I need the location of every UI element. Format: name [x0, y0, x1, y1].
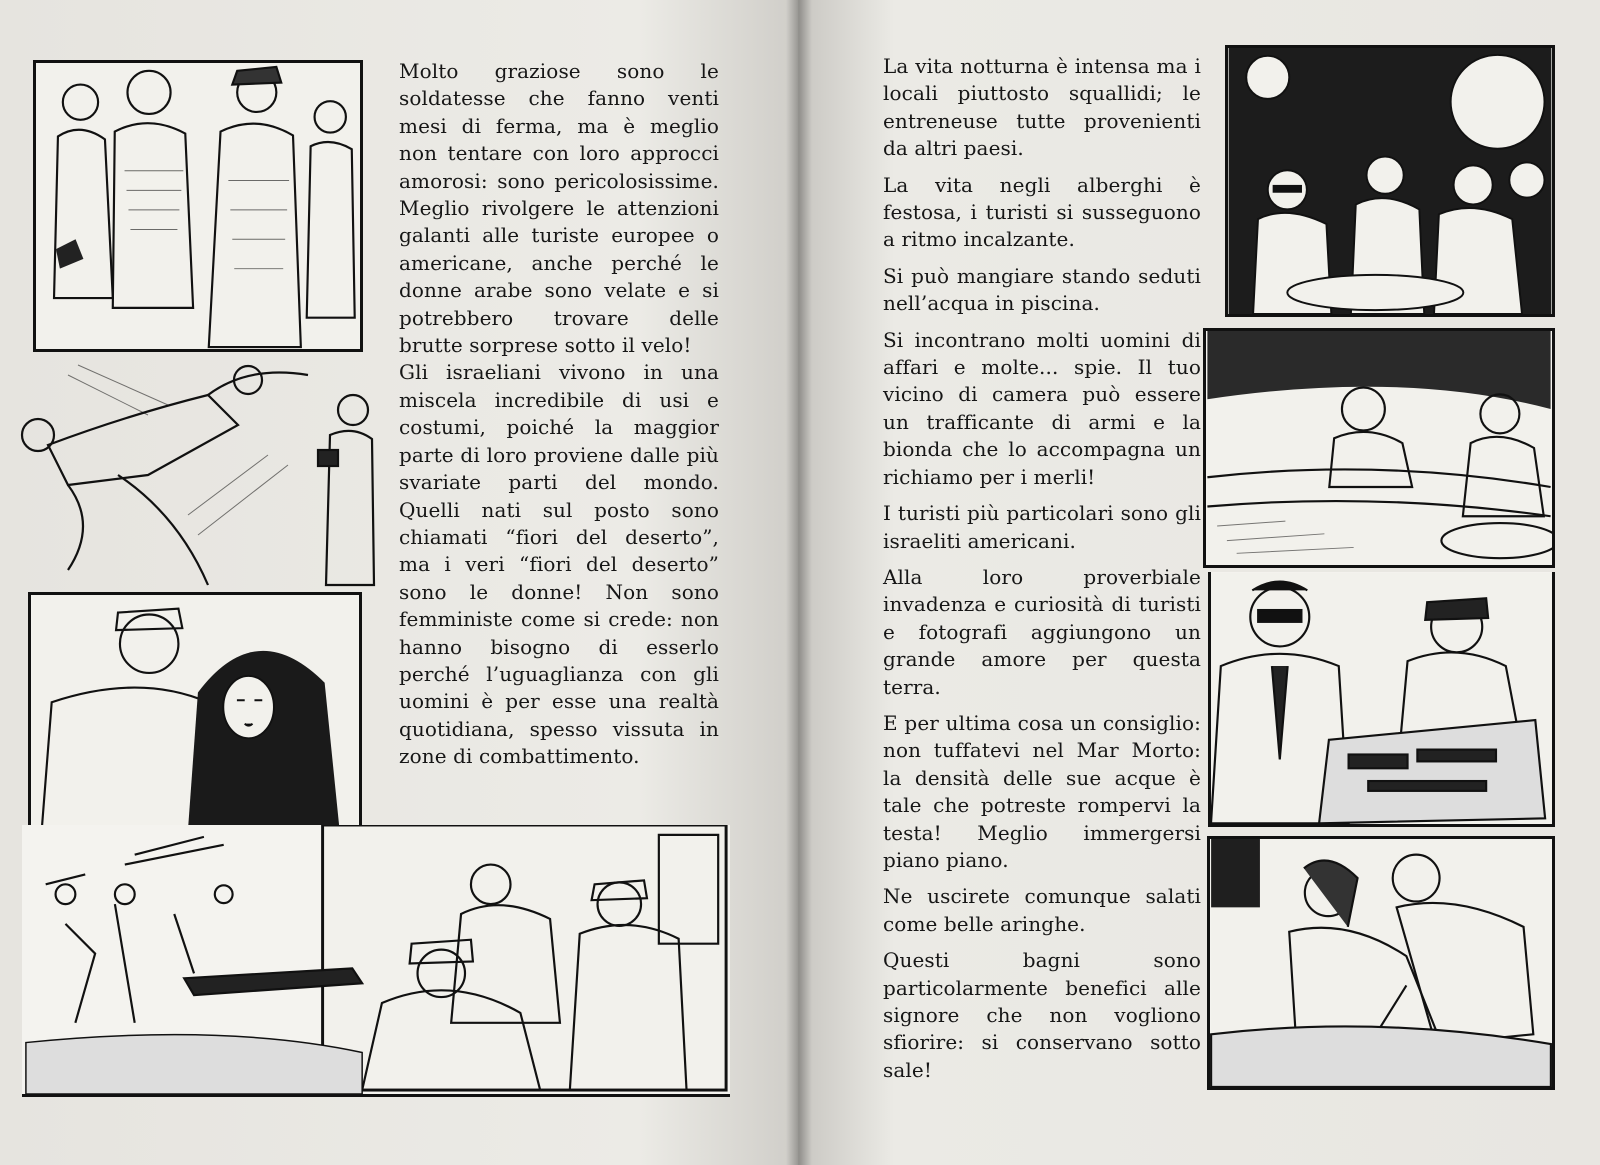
panel-soldier-and-veiled-woman [28, 592, 362, 830]
panel-soldiers-firing [22, 825, 730, 1097]
right-paragraph-american-tourists: I turisti più particolari sono gli israeliti americani. [883, 501, 1201, 553]
illustration-battle [22, 825, 730, 1094]
panel-nightclub [1225, 45, 1555, 317]
right-paragraph-herrings: Ne uscirete comunque salati come belle aringhe. [883, 884, 1201, 936]
panel-pool-dining [1203, 328, 1555, 568]
right-paragraph-spies: Si incontrano molti uomini di affari e molte... spie. Il tuo vicino di camera può essere un trafficante di armi e la bionda che lo accompagna un richiamo per i merli! [883, 327, 1201, 489]
illustration-arms-suitcase [1211, 572, 1552, 824]
right-paragraph-salt: Questi bagni sono particolarmente benefici alle signore che non vogliono sfiorire: si conservano sotto sale! [883, 948, 1201, 1082]
right-page-text [883, 53, 1201, 1093]
illustration-pool [1206, 331, 1552, 565]
right-page [798, 0, 1600, 1165]
panel-couple-embrace [1207, 836, 1555, 1090]
right-paragraph-dead-sea: E per ultima cosa un consiglio: non tuffatevi nel Mar Morto: la densità delle sue acque è tale che potreste rompervi la testa! Meglio immergersi piano piano. [883, 710, 1201, 872]
illustration-nightclub [1228, 48, 1552, 314]
panel-brawl-scene [8, 355, 376, 590]
left-paragraph-soldiers: Molto graziose sono le soldatesse che fanno venti mesi di ferma, ma è meglio non tentare con loro approcci amorosi: sono pericolosissime. Meglio rivolgere le attenzioni galanti alle turiste europee o americane, anche perché le donne arabe sono velate e si potrebbero trovare delle brutte sorprese sotto il velo! [399, 59, 719, 358]
illustration-veiled-woman [31, 595, 359, 827]
right-paragraph-pool: Si può mangiare stando seduti nell’acqua in piscina. [883, 263, 1201, 316]
right-paragraph-photographers: Alla loro proverbiale invadenza e curiosità di turisti e fotografi aggiungono un grande amore per questa terra. [883, 564, 1201, 699]
right-paragraph-hotels: La vita negli alberghi è festosa, i turisti si susseguono a ritmo incalzante. [883, 172, 1201, 252]
panel-arms-dealers [1208, 572, 1555, 827]
panel-soldiers-and-soldier-girl [33, 60, 363, 352]
illustration-soldiers [36, 63, 360, 349]
right-paragraph-nightlife: La vita notturna è intensa ma i locali piuttosto squallidi; le entreneuse tutte provenienti da altri paesi. [883, 54, 1201, 161]
left-page [0, 0, 798, 1165]
left-page-text [399, 58, 719, 771]
illustration-couple [1210, 839, 1552, 1087]
left-paragraph-israelis: Gli israeliani vivono in una miscela incredibile di usi e costumi, poiché la maggior parte di loro proviene dalle più svariate parti del mondo. Quelli nati sul posto sono chiamati “fiori del deserto”, ma i veri “fiori del deserto” sono le donne! Non sono femministe come si crede: non hanno bisogno di esserlo perché l’uguaglianza con gli uomini è per esse una realtà quotidiana, spesso vissuta in zone di combattimento. [399, 360, 719, 769]
illustration-brawl [8, 355, 376, 590]
